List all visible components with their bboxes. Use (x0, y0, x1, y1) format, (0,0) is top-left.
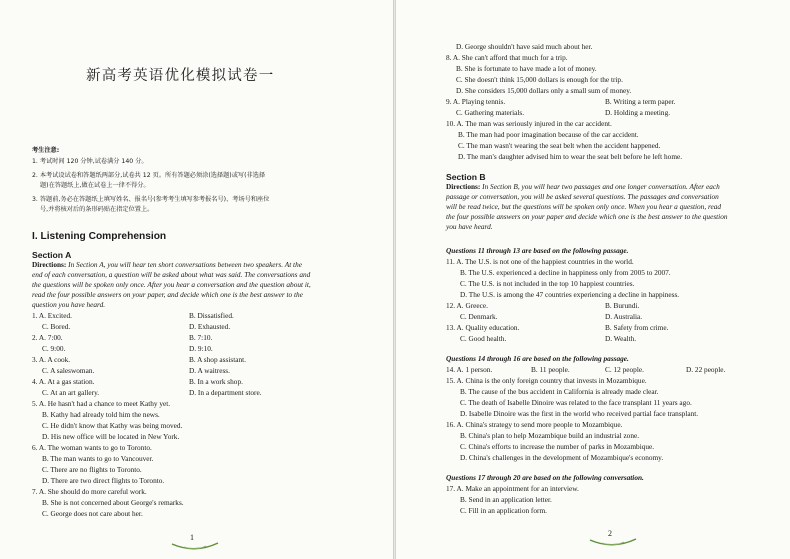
answer-option: B. 7:10. (189, 333, 213, 342)
notice-heading: 考生注意: (32, 147, 60, 154)
question-group-heading: Questions 14 through 16 are based on the following passage. (446, 354, 629, 363)
answer-option: D. She considers 15,000 dollars only a small sum of money. (456, 86, 632, 95)
answer-option: C. Denmark. (460, 312, 498, 321)
answer-option: 8. A. She can't afford that much for a trip. (446, 53, 568, 62)
answer-option: C. Fill in an application form. (460, 506, 547, 515)
answer-option: 13. A. Quality education. (446, 323, 520, 332)
exam-page-2 (396, 0, 790, 559)
answer-option: D. 22 people. (686, 365, 726, 374)
answer-option: 11. A. The U.S. is not one of the happiest countries in the world. (446, 257, 634, 266)
answer-option: 14. A. 1 person. (446, 365, 493, 374)
answer-option: 10. A. The man was seriously injured in the car accident. (446, 119, 612, 128)
section-a-heading: Section A (32, 250, 72, 260)
answer-option: B. China's plan to help Mozambique build an industrial zone. (460, 431, 640, 440)
answer-option: 5. A. He hasn't had a chance to meet Kathy yet. (32, 399, 171, 408)
directions-text: you have heard. (446, 222, 493, 231)
answer-option: D. 9:10. (189, 344, 213, 353)
answer-option: B. She is not concerned about George's remarks. (42, 498, 184, 507)
directions-text: end of each conversation, a question will be asked about what was said. The conversations and (32, 270, 311, 279)
answer-option: 15. A. China is the only foreign country that invests in Mozambique. (446, 376, 647, 385)
answer-option: 12. A. Greece. (446, 301, 488, 310)
notice-line: 2. 本考试设试卷和答题纸两部分,试卷共 12 页。所有答题必须涂(选择题)或写(非选择 (32, 172, 266, 179)
answer-option: D. The man's daughter advised him to wear the seat belt before he left home. (458, 152, 683, 161)
answer-option: C. Gathering materials. (456, 108, 525, 117)
notice-line: 1. 考试时间 120 分钟,试卷满分 140 分。 (32, 158, 148, 165)
answer-option: B. A shop assistant. (189, 355, 246, 364)
answer-option: C. There are no flights to Toronto. (42, 465, 142, 474)
answer-option: 17. A. Make an appointment for an interview. (446, 484, 579, 493)
section-a-directions (32, 260, 302, 269)
part-heading: I. Listening Comprehension (32, 231, 167, 242)
answer-option: C. Good health. (460, 334, 507, 343)
answer-option: 3. A. A cook. (32, 355, 71, 364)
answer-option: C. He didn't know that Kathy was being moved. (42, 421, 183, 430)
notice-line: 3. 答题前,务必在答题纸上填写姓名、报名号(参考考生填写参考报名号)、考场号和座位 (32, 196, 270, 203)
answer-option: C. 12 people. (605, 365, 644, 374)
leaf-ornament-icon (588, 536, 638, 548)
directions-label: Directions: (446, 182, 481, 191)
directions-text: read the four possible answers on your paper, and decide which one is the best answer to the (32, 290, 303, 299)
question-group-heading: Questions 11 through 13 are based on the following passage. (446, 246, 629, 255)
answer-option: 2. A. 7:00. (32, 333, 63, 342)
answer-option: 9. A. Playing tennis. (446, 97, 506, 106)
answer-option: C. George does not care about her. (42, 509, 143, 518)
answer-option: D. His new office will be located in New York. (42, 432, 180, 441)
directions-text: the questions will be spoken only once. After you hear a conversation and the question about it, (32, 280, 311, 289)
answer-option: D. Exhausted. (189, 322, 231, 331)
exam-title: 新高考英语优化模拟试卷一 (86, 68, 275, 84)
answer-option: D. China's challenges in the development of Mozambique's economy. (460, 453, 664, 462)
directions-text: will be read twice, but the questions will be spoken only once. When you hear a question, read (446, 202, 722, 211)
answer-option: C. A saleswoman. (42, 366, 95, 375)
answer-option: 1. A. Excited. (32, 311, 72, 320)
answer-option: 4. A. At a gas station. (32, 377, 95, 386)
answer-option: C. The U.S. is not included in the top 10 happiest countries. (460, 279, 635, 288)
directions-text: In Section B, you will hear two passages and one longer conversation. After each (482, 182, 720, 191)
answer-option: C. The death of Isabelle Dinoire was related to the face transplant 11 years ago. (460, 398, 692, 407)
answer-option: 7. A. She should do more careful work. (32, 487, 147, 496)
answer-option: D. George shouldn't have said much about her. (456, 42, 593, 51)
answer-option: B. Kathy had already told him the news. (42, 410, 160, 419)
answer-option: C. At an art gallery. (42, 388, 100, 397)
directions-text: the four possible answers on your paper and decide which one is the best answer to the question (446, 212, 728, 221)
section-b-directions (446, 182, 720, 191)
answer-option: C. Bored. (42, 322, 71, 331)
answer-option: C. China's efforts to increase the number of parks in Mozambique. (460, 442, 655, 451)
directions-text: passage or conversation, you will be asked several questions. The passages and conversation (446, 192, 719, 201)
answer-option: D. The U.S. is among the 47 countries experiencing a decline in happiness. (460, 290, 680, 299)
directions-text: In Section A, you will hear ten short conversations between two speakers. At the (68, 260, 302, 269)
answer-option: B. The cause of the bus accident in California is already made clear. (460, 387, 659, 396)
answer-option: B. She is fortunate to have made a lot of money. (456, 64, 597, 73)
answer-option: D. A waitress. (189, 366, 230, 375)
notice-line: 号,并将核对后的条形码贴在指定位置上。 (40, 206, 154, 213)
answer-option: B. The man had poor imagination because of the car accident. (458, 130, 639, 139)
page-number: 1 (190, 533, 194, 542)
answer-option: 6. A. The woman wants to go to Toronto. (32, 443, 152, 452)
leaf-ornament-icon (170, 540, 220, 552)
answer-option: D. There are two direct flights to Toronto. (42, 476, 165, 485)
answer-option: B. Writing a term paper. (605, 97, 676, 106)
page-number: 2 (608, 529, 612, 538)
answer-option: D. Wealth. (605, 334, 637, 343)
answer-option: C. 9:00. (42, 344, 66, 353)
answer-option: B. The U.S. experienced a decline in happiness only from 2005 to 2007. (460, 268, 671, 277)
answer-option: B. 11 people. (531, 365, 570, 374)
answer-option: C. She doesn't think 15,000 dollars is enough for the trip. (456, 75, 623, 84)
answer-option: B. Send in an application letter. (460, 495, 552, 504)
answer-option: B. In a work shop. (189, 377, 243, 386)
section-b-heading: Section B (446, 172, 486, 182)
answer-option: C. The man wasn't wearing the seat belt when the accident happened. (458, 141, 661, 150)
directions-text: question you have heard. (32, 300, 106, 309)
exam-page-1 (0, 0, 393, 559)
answer-option: D. Isabelle Dinoire was the first in the world who received partial face transplant. (460, 409, 699, 418)
answer-option: B. Safety from crime. (605, 323, 669, 332)
question-group-heading: Questions 17 through 20 are based on the following conversation. (446, 473, 644, 482)
answer-option: D. Holding a meeting. (605, 108, 671, 117)
answer-option: B. The man wants to go to Vancouver. (42, 454, 154, 463)
answer-option: 16. A. China's strategy to send more people to Mozambique. (446, 420, 623, 429)
answer-option: B. Burundi. (605, 301, 640, 310)
answer-option: D. In a department store. (189, 388, 262, 397)
answer-option: D. Australia. (605, 312, 643, 321)
notice-line: 题)在答题纸上,做在试卷上一律不得分。 (40, 182, 150, 189)
answer-option: B. Dissatisfied. (189, 311, 234, 320)
directions-label: Directions: (32, 260, 67, 269)
